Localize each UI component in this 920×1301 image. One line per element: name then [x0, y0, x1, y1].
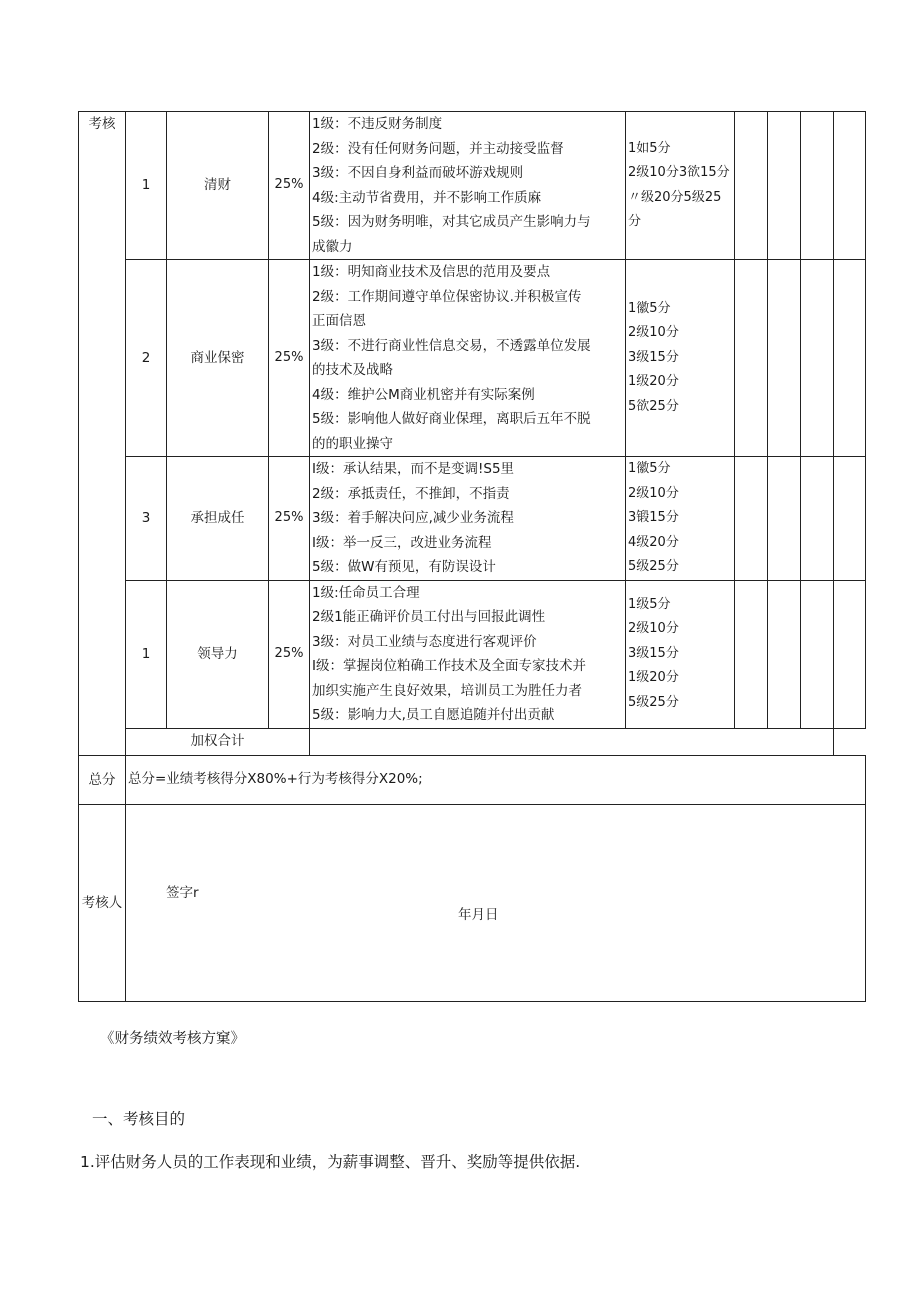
- criteria-line: 2级1能正确评价员工付出与回报此调性: [312, 609, 546, 625]
- table-row: [79, 112, 866, 260]
- score-cell: [626, 457, 735, 581]
- score-line: 分: [628, 214, 642, 229]
- blank-cell: [735, 457, 768, 581]
- blank-cell: [834, 112, 866, 260]
- blank-cell: [768, 457, 801, 581]
- score-line: 3级15分: [628, 645, 679, 661]
- criteria-line: 5级：影响他人做好商业保理，离职后五年不脱: [312, 411, 591, 427]
- row-number: 1: [126, 580, 167, 728]
- blank-cell: [834, 580, 866, 728]
- score-line: 2级10分: [628, 485, 679, 501]
- item-name: 商业保密: [167, 260, 269, 457]
- criteria-line: 正面信恩: [312, 313, 366, 329]
- criteria-line: 的的职业操守: [312, 435, 393, 452]
- criteria-line: 2级：没有任何财务问题，并主动接受监督: [312, 140, 564, 157]
- score-line: 3级15分: [628, 349, 679, 365]
- total-formula: 总分=业绩考核得分X80%+行为考核得分X20%;: [126, 755, 866, 804]
- blank-cell: [834, 260, 866, 457]
- score-cell: [626, 580, 735, 728]
- signature-label: 签字r: [166, 884, 199, 901]
- blank-cell: [735, 112, 768, 260]
- criteria-line: 5级：因为财务明唯，对其它成员产生影响力与: [312, 214, 591, 230]
- criteria-line: 1级:任命员工合理: [312, 584, 420, 601]
- score-line: 3锻15分: [628, 510, 679, 525]
- criteria-line: 1级：不违反财务制度: [312, 116, 443, 132]
- section-heading: 一、考核目的: [92, 1110, 186, 1128]
- criteria-line: 3级：对员工业绩与态度进行客观评价: [312, 633, 537, 650]
- criteria-line: 3级：不因自身利益而破坏游戏规则: [312, 165, 524, 181]
- criteria-line: 成徽力: [312, 238, 353, 255]
- score-line: 5级25分: [628, 559, 679, 574]
- weighted-total-row: [79, 728, 866, 755]
- criteria-line: 的技术及战略: [312, 362, 393, 378]
- score-line: 4级20分: [628, 534, 679, 550]
- criteria-line: 5级：影响力大,员工自愿追随并付出贡献: [312, 707, 555, 723]
- item-name: 领导力: [167, 580, 269, 728]
- score-line: 2级10分: [628, 325, 679, 341]
- blank-cell: [801, 580, 834, 728]
- assessor-row: [79, 804, 866, 1001]
- row-number: 3: [126, 457, 167, 581]
- item-weight: 25%: [269, 112, 310, 260]
- score-line: 〃级20分5级25: [628, 189, 722, 205]
- criteria-cell: [310, 580, 626, 728]
- score-line: 5级25分: [628, 694, 679, 710]
- criteria-line: 4级:主动节省费用，并不影响工作质麻: [312, 189, 542, 206]
- blank-cell: [735, 580, 768, 728]
- criteria-line: 2级：承抵责任，不推卸，不指责: [312, 485, 510, 502]
- body-paragraph: 1.评估财务人员的工作表现和业绩，为薪事调整、晋升、奖励等提供依据.: [80, 1153, 581, 1171]
- criteria-line: 2级：工作期间遵守单位保密协议.并积极宣传: [312, 288, 582, 305]
- blank-cell: [801, 457, 834, 581]
- weighted-total-value: [310, 728, 834, 755]
- blank-cell: [801, 260, 834, 457]
- date-label: 年月日: [458, 906, 499, 923]
- item-name: 清财: [167, 112, 269, 260]
- score-line: 1级5分: [628, 596, 671, 612]
- total-label: 总分: [79, 755, 126, 804]
- score-line: 2级10分: [628, 621, 679, 637]
- blank-cell: [768, 112, 801, 260]
- item-name: 承担成任: [167, 457, 269, 581]
- criteria-cell: [310, 260, 626, 457]
- signature-cell: [126, 804, 866, 1001]
- criteria-line: I级：掌握岗位粕确工作技术及全面专家技术并: [312, 658, 586, 674]
- item-weight: 25%: [269, 260, 310, 457]
- score-cell: [626, 260, 735, 457]
- table-row: [79, 260, 866, 457]
- score-cell: [626, 112, 735, 260]
- item-weight: 25%: [269, 580, 310, 728]
- criteria-line: 5级：做W有预见，有防误设计: [312, 559, 496, 575]
- table-row: [79, 580, 866, 728]
- score-line: 1徽5分: [628, 461, 671, 476]
- score-line: 1徽5分: [628, 300, 671, 316]
- criteria-line: 4级：维护公M商业机密并有实际案例: [312, 386, 535, 403]
- score-line: 1级20分: [628, 670, 679, 686]
- assessor-label: 考核人: [79, 804, 126, 1001]
- weighted-total-label: 加权合计: [126, 728, 310, 755]
- row-number: 1: [126, 112, 167, 260]
- criteria-line: 1级：明知商业技术及信思的范用及要点: [312, 264, 551, 280]
- blank-cell: [768, 260, 801, 457]
- blank-cell: [801, 112, 834, 260]
- score-line: 1级20分: [628, 374, 679, 390]
- score-line: 1如5分: [628, 140, 671, 156]
- document-title: 《财务绩效考核方窠》: [100, 1031, 245, 1047]
- score-line: 2级10分3欲15分: [628, 165, 730, 180]
- criteria-line: 3级：着手解决问应,减少业务流程: [312, 510, 514, 526]
- criteria-line: 3级：不进行商业性信息交易，不透露单位发展: [312, 337, 591, 354]
- blank-cell: [834, 457, 866, 581]
- blank-cell: [768, 580, 801, 728]
- criteria-line: I级：承认结果，而不是变调!S5里: [312, 461, 515, 477]
- item-weight: 25%: [269, 457, 310, 581]
- criteria-cell: [310, 112, 626, 260]
- total-row: [79, 755, 866, 804]
- assessment-table: [78, 111, 866, 1002]
- blank-cell: [735, 260, 768, 457]
- criteria-line: I级：举一反三，改进业务流程: [312, 534, 492, 551]
- section-label: 考核: [79, 112, 126, 756]
- criteria-cell: [310, 457, 626, 581]
- table-row: [79, 457, 866, 581]
- criteria-line: 加织实施产生良好效果，培训员工为胜任力者: [312, 682, 582, 699]
- score-line: 5欲25分: [628, 398, 679, 414]
- row-number: 2: [126, 260, 167, 457]
